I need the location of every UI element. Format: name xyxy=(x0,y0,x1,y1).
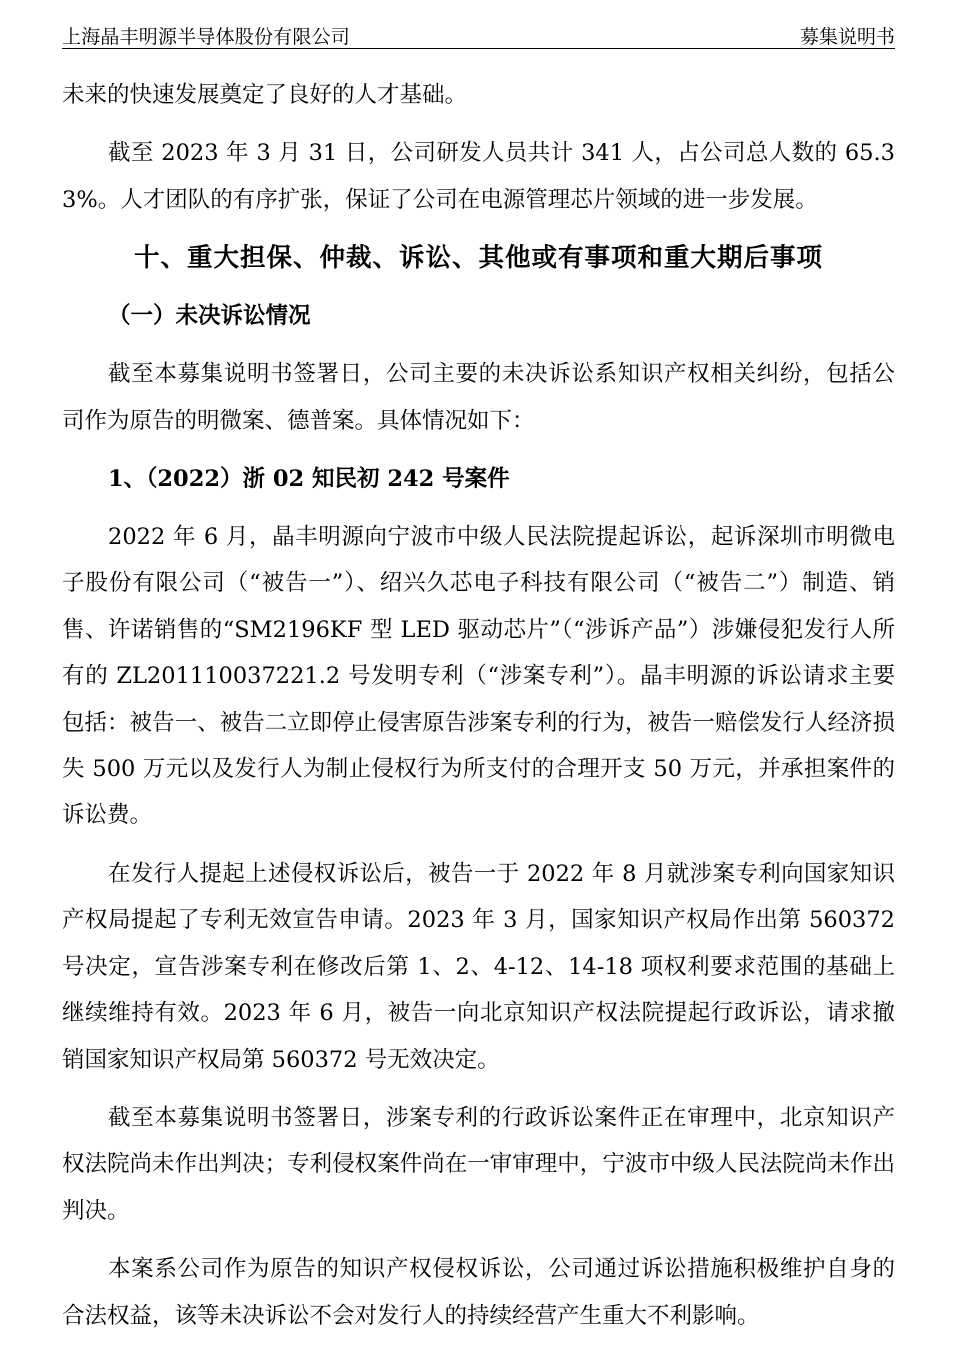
document-body xyxy=(62,72,895,1339)
paragraph-case-status: 截至本募集说明书签署日，涉案专利的行政诉讼案件正在审理中，北京知识产权法院尚未作出判决；专利侵权案件尚在一审审理中，宁波市中级人民法院尚未作出判决。 xyxy=(62,1104,895,1224)
paragraph-invalidation: 在发行人提起上述侵权诉讼后，被告一于 2022 年 8 月就涉案专利向国家知识产权局提起了专利无效宣告申请。2023 年 3 月，国家知识产权局作出第 560372 号决定，宣告涉案专利在修改后第 1、2、4-12、14-18 项权利要求范围的基础上继续维持有效。2023 年 6 月，被告一向北京知识产权法院提起行政诉讼，请求撤销国家知识产权局第 560372 号无效决定。 xyxy=(62,860,895,1073)
paragraph-litigation-summary: 截至本募集说明书签署日，公司主要的未决诉讼系知识产权相关纠纷，包括公司作为原告的明微案、德普案。具体情况如下： xyxy=(62,361,895,434)
paragraph-intro: 未来的快速发展奠定了良好的人才基础。 xyxy=(62,82,468,108)
paragraph-rd-staff: 截至 2023 年 3 月 31 日，公司研发人员共计 341 人，占公司总人数的 65.33%。人才团队的有序扩张，保证了公司在电源管理芯片领域的进一步发展。 xyxy=(62,140,895,213)
header-document-type: 募集说明书 xyxy=(799,26,895,48)
paragraph-impact: 本案系公司作为原告的知识产权侵权诉讼，公司通过诉讼措施积极维护自身的合法权益，该等未决诉讼不会对发行人的持续经营产生重大不利影响。 xyxy=(62,1256,895,1329)
page-header xyxy=(62,18,895,49)
section-title: 十、重大担保、仲裁、诉讼、其他或有事项和重大期后事项 xyxy=(133,243,823,274)
case-title: 1、（2022）浙 02 知民初 242 号案件 xyxy=(108,466,510,493)
subsection-title: （一）未决诉讼情况 xyxy=(108,303,311,330)
header-company-name: 上海晶丰明源半导体股份有限公司 xyxy=(62,26,351,48)
paragraph-case-filing: 2022 年 6 月，晶丰明源向宁波市中级人民法院提起诉讼，起诉深圳市明微电子股份有限公司（“被告一”）、绍兴久芯电子科技有限公司（“被告二”）制造、销售、许诺销售的“SM2196KF 型 LED 驱动芯片”（“涉诉产品”）涉嫌侵犯发行人所有的 ZL201110037221.2 号发明专利（“涉案专利”）。晶丰明源的诉讼请求主要包括：被告一、被告二立即停止侵害原告涉案专利的行为，被告一赔偿发行人经济损失 500 万元以及发行人为制止侵权行为所支付的合理开支 50 万元，并承担案件的诉讼费。 xyxy=(62,524,895,829)
